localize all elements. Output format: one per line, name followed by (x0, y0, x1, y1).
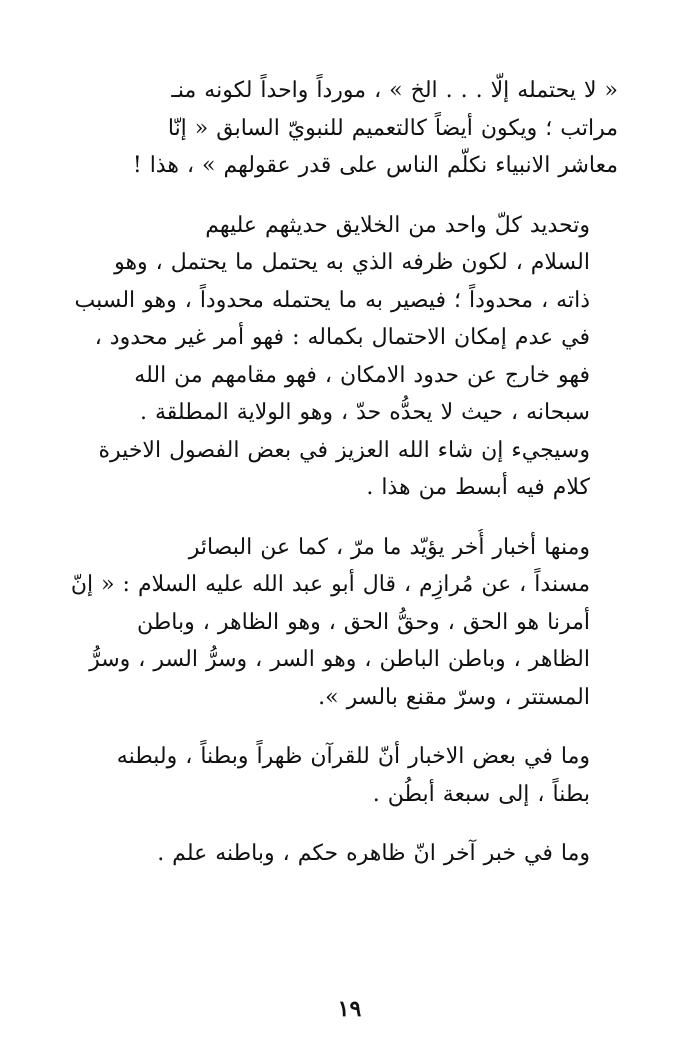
text-line: سبحانه ، حيث لا يحدُّه حدّ ، وهو الولاية المطلقة . (140, 400, 590, 425)
paragraph-3 (70, 529, 618, 717)
paragraph-1 (70, 72, 618, 185)
text-line: في عدم إمكان الاحتمال بكماله : فهو أمر غير محدود ، (94, 325, 590, 350)
text-line: الظاهر ، وباطن الباطن ، وهو السر ، وسرُّ السر ، وسرُّ (89, 647, 590, 672)
text-line: مسنداً ، عن مُرازِم ، قال أبو عبد الله عليه السلام : « إنّ (70, 572, 590, 597)
text-line: كلام فيه أبسط من هذا . (366, 475, 590, 500)
text-line: وتحديد كلّ واحد من الخلايق حديثهم عليهم (205, 212, 590, 238)
page-number: ١٩ (337, 996, 362, 1022)
paragraph-2 (70, 207, 618, 507)
text-line: « لا يحتمله إلّا . . . الخ » ، مورداً واحداً لكونه منـ (171, 78, 618, 103)
text-line: فهو خارج عن حدود الامكان ، فهو مقامهم من الله (134, 362, 590, 388)
text-line: وما في خبر آخر انّ ظاهره حكم ، وباطنه علم . (157, 841, 590, 866)
paragraph-5 (70, 835, 618, 873)
text-line: المستتر ، وسرّ مقنع بالسر ». (318, 684, 590, 710)
text-line: السلام ، لكون ظرفه الذي به يحتمل ما يحتمل ، وهو (114, 250, 590, 275)
text-line: معاشر الانبياء نكلّم الناس على قدر عقولهم » ، هذا ! (132, 153, 618, 178)
text-line: مراتب ؛ ويكون أيضاً كالتعميم للنبويّ السابق « إنّا (167, 115, 618, 141)
paragraph-4 (70, 738, 618, 813)
text-line: ذاته ، محدوداً ؛ فيصير به ما يحتمله محدوداً ، وهو السبب (74, 287, 590, 313)
text-line: وسيجيء إن شاء الله العزيز في بعض الفصول الاخيرة (98, 437, 590, 463)
text-line: وما في بعض الاخبار أنّ للقرآن ظهراً وبطناً ، ولبطنه (116, 744, 590, 769)
text-line: أمرنا هو الحق ، وحقُّ الحق ، وهو الظاهر ، وباطن (137, 609, 590, 635)
page-body (70, 72, 618, 873)
text-line: بطناً ، إلى سبعة أبطُن . (372, 781, 590, 807)
text-line: ومنها أخبار أُخر يؤيّد ما مرّ ، كما عن البصائر (188, 534, 590, 560)
